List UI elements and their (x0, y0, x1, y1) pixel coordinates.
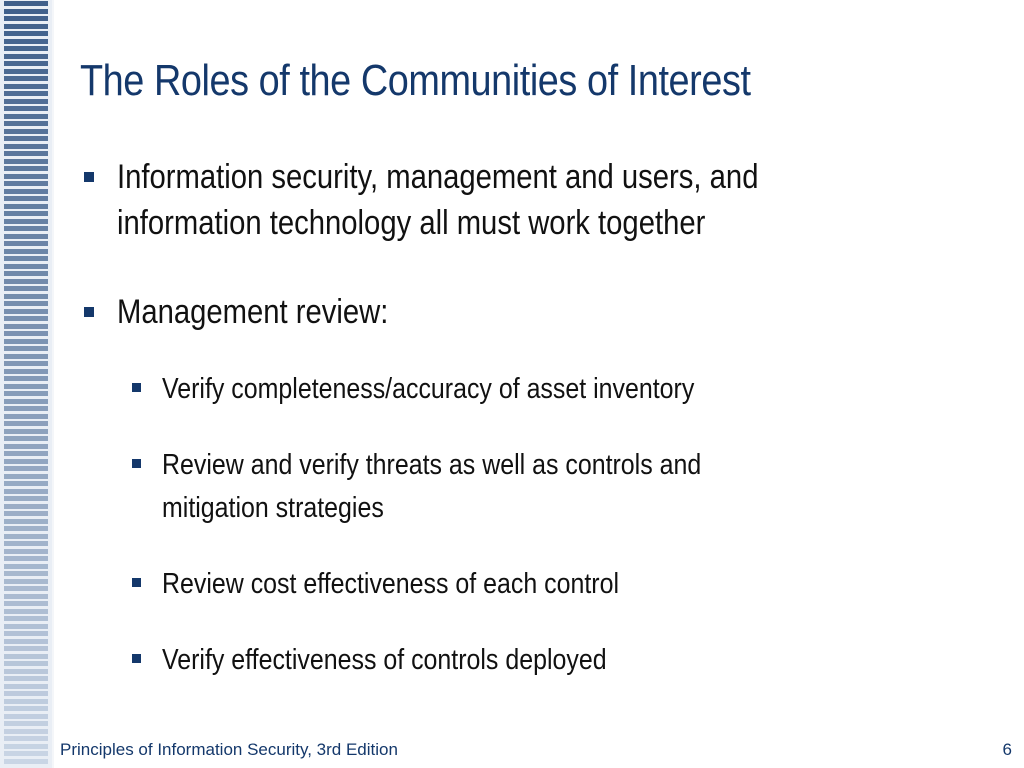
slide-title: The Roles of the Communities of Interest (80, 56, 751, 105)
square-bullet-icon (132, 578, 141, 587)
square-bullet-icon (84, 172, 94, 182)
sub-bullet-text-line: Verify effectiveness of controls deployed (162, 644, 607, 676)
side-bar-stripe (4, 759, 48, 764)
side-bar-stripe (4, 706, 48, 711)
sub-bullet-text-line: Review cost effectiveness of each control (162, 568, 620, 600)
square-bullet-icon (84, 307, 94, 317)
side-bar-stripe (4, 714, 48, 719)
footer-text: Principles of Information Security, 3rd Edition (60, 740, 398, 759)
bullet-text-line: Management review: (117, 293, 389, 331)
side-bar-stripe (4, 736, 48, 741)
bullet-text-line: information technology all must work together (117, 204, 706, 242)
square-bullet-icon (132, 654, 141, 663)
page-number: 6 (1002, 740, 1012, 759)
sub-bullet-text-line: mitigation strategies (162, 492, 384, 524)
side-bar-stripe (4, 729, 48, 734)
square-bullet-icon (132, 459, 141, 468)
side-bar-stripe (4, 744, 48, 749)
sub-bullet-text-line: Verify completeness/accuracy of asset inventory (162, 373, 695, 405)
sub-bullet-text-line: Review and verify threats as well as controls and (162, 449, 702, 481)
side-bar-stripe (4, 721, 48, 726)
bullet-text-line: Information security, management and users, and (117, 158, 759, 196)
square-bullet-icon (132, 383, 141, 392)
side-bar-stripe (4, 751, 48, 756)
